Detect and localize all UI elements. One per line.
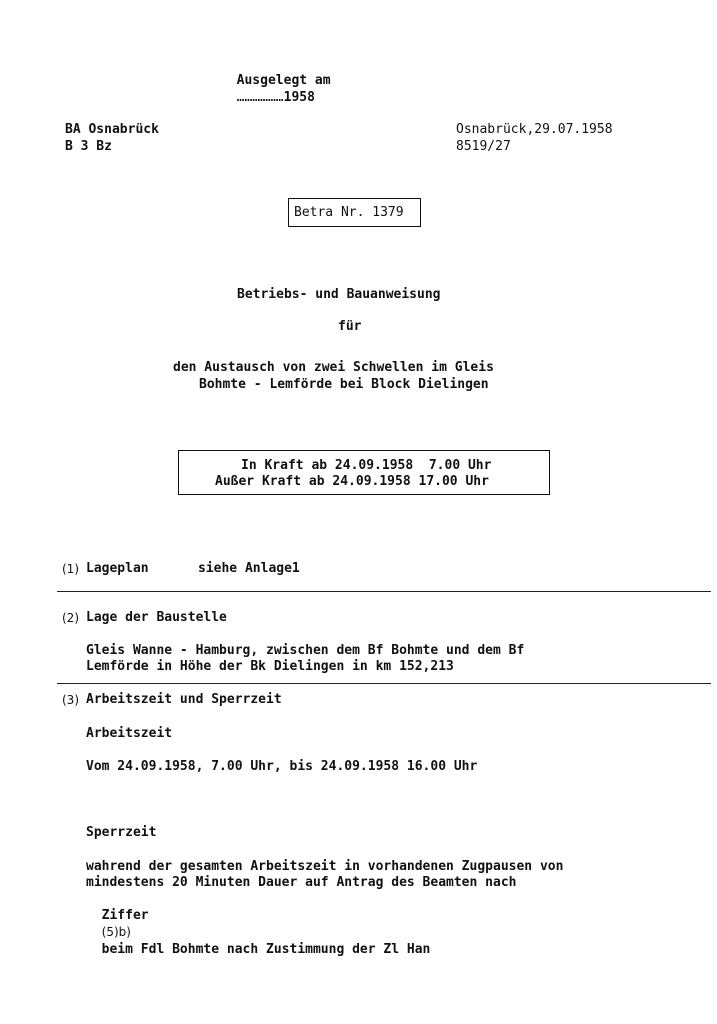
- sender-office: BA Osnabrück: [65, 122, 159, 137]
- sender-department: B 3 Bz: [65, 139, 112, 154]
- posted-label: Ausgelegt am: [236, 73, 331, 88]
- work-time-label: Arbeitszeit: [86, 726, 173, 741]
- place-date: Osnabrück,29.07.1958: [456, 122, 613, 137]
- block-line-3-ref: (5)b): [101, 925, 131, 939]
- section-2-line-1: Gleis Wanne - Hamburg, zwischen dem Bf Bohmte und dem Bf: [86, 643, 525, 658]
- divider-2: [57, 683, 711, 684]
- validity-box: [178, 450, 550, 495]
- block-time-label: Sperrzeit: [86, 825, 157, 840]
- title-line-1: Betriebs- und Bauanweisung: [237, 287, 441, 302]
- title-line-2: für: [338, 319, 362, 334]
- section-3-heading: Arbeitszeit und Sperrzeit: [86, 692, 282, 707]
- posted-dots: ………………: [236, 90, 284, 105]
- title-line-4: Bohmte - Lemförde bei Block Dielingen: [199, 377, 489, 392]
- section-1-heading: Lageplan: [86, 561, 149, 576]
- section-3-number: (3): [62, 693, 79, 707]
- section-2-line-2: Lemförde in Höhe der Bk Dielingen in km 152,213: [86, 659, 454, 674]
- block-time-line-2: mindestens 20 Minuten Dauer auf Antrag des Beamten nach: [86, 875, 517, 890]
- work-time-text: Vom 24.09.1958, 7.00 Uhr, bis 24.09.1958 16.00 Uhr: [86, 759, 478, 774]
- reference-number: 8519/27: [456, 139, 511, 154]
- title-line-3: den Austausch von zwei Schwellen im Gleis: [173, 360, 494, 375]
- betra-number-box: [288, 198, 421, 227]
- betra-number: Betra Nr. 1379: [294, 205, 404, 220]
- divider-1: [57, 591, 711, 592]
- posted-year: 1958: [283, 90, 315, 105]
- block-time-line-3: [86, 890, 430, 958]
- valid-from: In Kraft ab 24.09.1958 7.00 Uhr: [241, 458, 492, 473]
- section-2-number: (2): [62, 611, 79, 625]
- posted-line: [221, 55, 331, 106]
- section-1-detail: siehe Anlage1: [198, 561, 300, 576]
- section-1-number: (1): [62, 562, 79, 576]
- block-time-line-1: wahrend der gesamten Arbeitszeit in vorhandenen Zugpausen von: [86, 859, 564, 874]
- section-2-heading: Lage der Baustelle: [86, 610, 227, 625]
- block-line-3-end: beim Fdl Bohmte nach Zustimmung der Zl Han: [101, 942, 431, 957]
- valid-until: Außer Kraft ab 24.09.1958 17.00 Uhr: [215, 474, 489, 489]
- block-line-3-start: Ziffer: [101, 908, 149, 923]
